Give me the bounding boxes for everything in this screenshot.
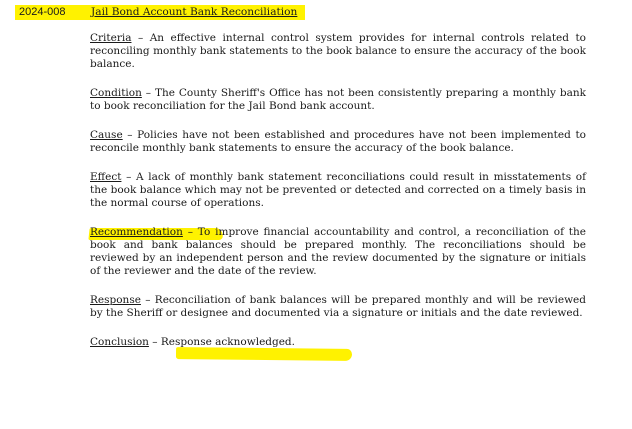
finding-body [90, 32, 586, 365]
section-label: Cause [90, 129, 123, 141]
section-label: Criteria [90, 32, 132, 44]
finding-id: 2024-008 [19, 6, 66, 18]
section-recommendation [90, 226, 586, 278]
section-cause [90, 129, 586, 155]
section-text: – Policies have not been established and procedures have not been implemented to reconcile monthly bank statements to ensure the accuracy of the book balance. [90, 129, 586, 154]
section-text: – An effective internal control system provides for internal controls related to reconciling monthly bank statements to the book balance to ensure the accuracy of the book balance. [90, 32, 586, 70]
section-conclusion [90, 336, 586, 349]
section-label: Recommendation [90, 226, 183, 238]
section-text: – Reconciliation of bank balances will be prepared monthly and will be reviewed by the Sheriff or designee and documented via a signature or initials and the date reviewed. [90, 294, 586, 319]
section-label: Condition [90, 87, 142, 99]
section-effect [90, 171, 586, 210]
section-text: – The County Sheriff's Office has not been consistently preparing a monthly bank to book reconciliation for the Jail Bond bank account. [90, 87, 586, 112]
section-criteria [90, 32, 586, 71]
section-condition [90, 87, 586, 113]
section-label: Response [90, 294, 141, 306]
section-text: – Response acknowledged. [148, 336, 295, 348]
section-label: Conclusion [90, 336, 149, 348]
finding-title: Jail Bond Account Bank Reconciliation [91, 6, 298, 18]
section-label: Effect [90, 171, 122, 183]
section-text: – A lack of monthly bank statement reconciliations could result in misstatements of the book balance which may not be prevented or detected and corrected on a timely basis in the normal course of operations. [90, 171, 586, 209]
section-text: – To improve financial accountability and control, a reconciliation of the book and bank balances should be prepared monthly. The reconciliations should be reviewed by an independent person and the review documented by the signature or initials of the reviewer and the date of the review. [90, 226, 586, 277]
section-response [90, 294, 586, 320]
finding-header [0, 4, 632, 21]
